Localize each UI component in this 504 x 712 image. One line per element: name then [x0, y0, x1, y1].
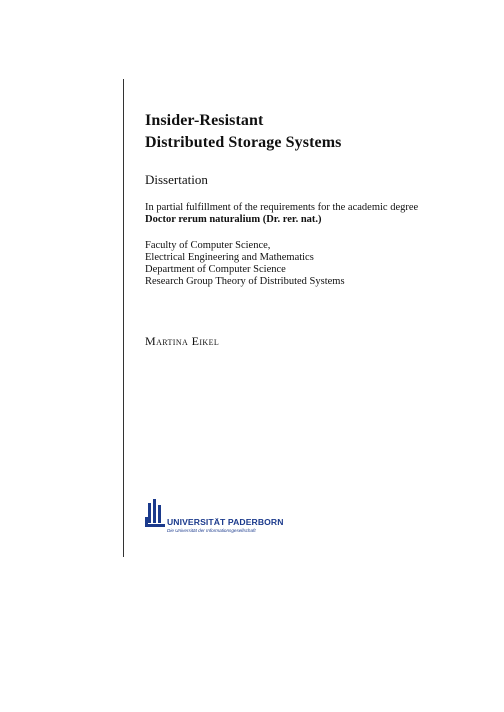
faculty-line-2: Electrical Engineering and Mathematics — [145, 252, 314, 263]
thesis-title-line-1: Insider-Resistant — [145, 112, 264, 129]
degree-statement — [145, 202, 485, 226]
university-tagline: Die Universität der Informationsgesellschaft — [167, 528, 256, 533]
university-logo — [145, 499, 285, 539]
thesis-title — [145, 110, 485, 154]
author-name: Martina Eikel — [145, 334, 220, 348]
thesis-title-line-2: Distributed Storage Systems — [145, 134, 342, 151]
degree-name: Doctor rerum naturalium (Dr. rer. nat.) — [145, 214, 322, 225]
document-type: Dissertation — [145, 172, 208, 187]
department: Department of Computer Science — [145, 264, 286, 275]
degree-requirement-text: In partial fulfillment of the requirements for the academic degree — [145, 202, 419, 213]
research-group: Research Group Theory of Distributed Systems — [145, 276, 345, 287]
title-block — [145, 110, 485, 349]
faculty-line-1: Faculty of Computer Science, — [145, 240, 271, 251]
vertical-rule — [123, 79, 124, 557]
university-emblem-icon — [145, 499, 167, 529]
affiliation — [145, 240, 485, 288]
university-name: UNIVERSITÄT PADERBORN — [167, 517, 284, 527]
